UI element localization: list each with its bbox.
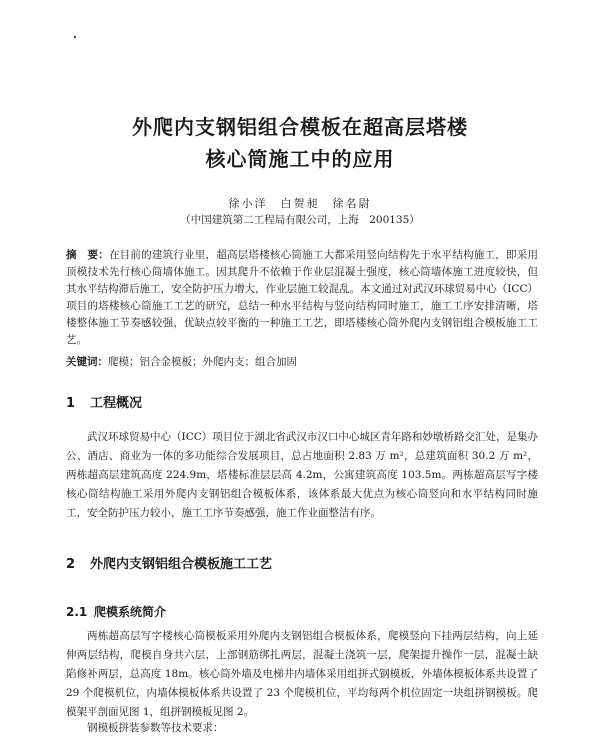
affiliation: （中国建筑第二工程局有限公司，上海 200135） <box>180 214 420 226</box>
abstract <box>66 247 538 349</box>
section-2-1-heading <box>66 603 166 620</box>
section-2-heading <box>66 553 272 572</box>
section-2-1-paragraph: 两栋超高层写字楼核心筒模板采用外爬内支钢铝组合模板体系，爬模竖向下挂两层结构，向上延伸两层结构，爬模自身共六层，上部钢筋绑扎两层，混凝土浇筑一层，爬架提升操作一层，混凝土缺陷修补两层，总高度 18m。核心筒外墙及电梯井内墙体采用组拼式钢模板，外墙体模板体系共设置了 29 个爬模机位，内墙体模板体系共设置了 23 个爬模机位，平均每两个机位固定一块组拼钢模板。爬模架平剖面见图 1，组拼钢模板见图 2。 <box>66 630 538 718</box>
section-2-1-title: 爬模系统简介 <box>94 605 167 619</box>
scan-speck <box>74 36 76 38</box>
title-line-2: 核心筒施工中的应用 <box>205 147 395 171</box>
section-2-title: 外爬内支钢铝组合模板施工工艺 <box>90 557 273 572</box>
keywords-text: 爬模；铝合金模板；外爬内支；组合加固 <box>108 356 297 368</box>
title-line-1: 外爬内支钢铝组合模板在超高层塔楼 <box>132 115 468 139</box>
keywords-label: 关键词： <box>66 356 108 368</box>
section-2-number: 2 <box>66 557 76 572</box>
section-1-heading <box>66 392 142 411</box>
section-2-1-paragraph-tail: 钢模板拼装参数等技术要求： <box>87 722 224 734</box>
section-1-paragraph: 武汉环球贸易中心（ICC）项目位于湖北省武汉市汉口中心城区青年路和妙墩桥路交汇处，是集办公、酒店、商业为一体的多功能综合发展项目，总占地面积 2.83 万 m²，总建筑面积 30.2 万 m²，两栋超高层建筑高度 224.9m，塔楼标准层层高 4.2m，公寓建筑高度 103.5m。两栋超高层写字楼核心筒结构施工采用外爬内支钢铝组合模板体系，该体系最大优点为核心筒竖向和水平结构同时施工，安全防护压力较小，施工工序节奏感强，施工作业面整洁有序。 <box>66 431 538 519</box>
section-1-number: 1 <box>66 396 76 411</box>
section-2-1-number: 2.1 <box>66 605 88 619</box>
section-1-title: 工程概况 <box>90 396 143 411</box>
keywords <box>66 354 538 371</box>
abstract-text: 在目前的建筑行业里，超高层塔楼核心筒施工大都采用竖向结构先于水平结构施工，即采用顶模技术先行核心筒墙体施工。因其爬升不依赖于作业层混凝土强度，核心筒墙体施工进度较快，但其水平结构滞后施工，安全防护压力增大，作业层施工较混乱。本文通过对武汉环球贸易中心（ICC）项目的塔楼核心筒施工工艺的研究，总结一种水平结构与竖向结构同时施工，施工工序安排清晰，塔楼整体施工节奏感较强，优缺点较平衡的一种施工工艺，即塔楼核心筒外爬内支钢铝组合模板施工工艺。 <box>66 249 539 346</box>
authors: 徐小洋 白贺昶 徐名尉 <box>228 197 372 210</box>
abstract-label: 摘 要： <box>66 249 109 261</box>
